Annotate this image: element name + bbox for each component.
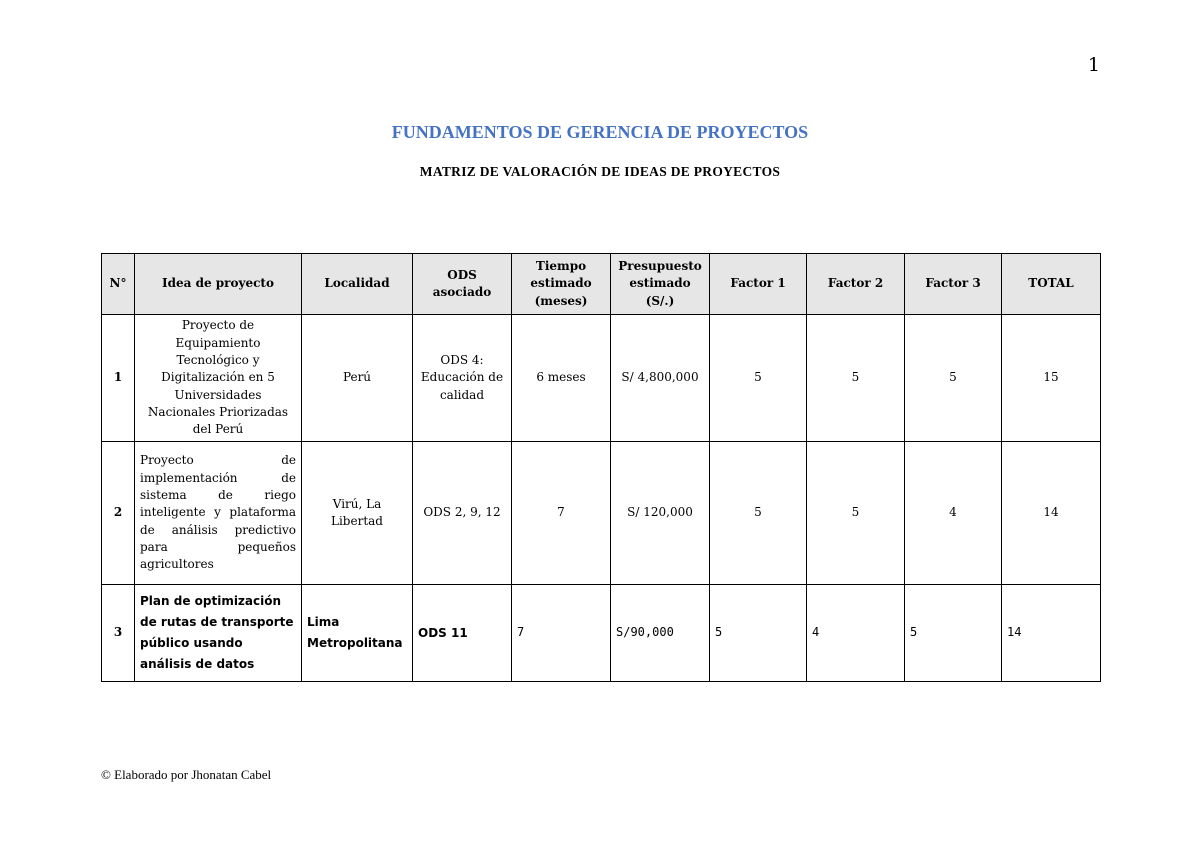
factor-3-cell: 5 — [905, 585, 1002, 682]
location-cell: Virú, La Libertad — [302, 442, 413, 585]
factor-2-cell: 5 — [807, 315, 905, 442]
table-row — [102, 442, 1101, 585]
footer-credit: © Elaborado por Jhonatan Cabel — [101, 767, 272, 782]
factor-2-cell: 4 — [807, 585, 905, 682]
location-cell: Perú — [302, 315, 413, 442]
row-number: 2 — [102, 442, 135, 585]
ods-cell: ODS 11 — [413, 585, 512, 682]
header-project-idea: Idea de proyecto — [135, 254, 302, 315]
table-header-row — [102, 254, 1101, 315]
project-idea-cell: Proyecto de implementación de sistema de riego inteligente y plataforma de análisis predictivo para pequeños agricultores — [135, 442, 302, 585]
budget-cell: S/90,000 — [611, 585, 710, 682]
header-number: N° — [102, 254, 135, 315]
document-subtitle: MATRIZ DE VALORACIÓN DE IDEAS DE PROYECTOS — [419, 164, 781, 179]
project-idea-cell: Plan de optimización de rutas de transporte público usando análisis de datos — [135, 585, 302, 682]
factor-3-cell: 5 — [905, 315, 1002, 442]
header-total: TOTAL — [1002, 254, 1101, 315]
header-location: Localidad — [302, 254, 413, 315]
table-row — [102, 585, 1101, 682]
header-factor-3: Factor 3 — [905, 254, 1002, 315]
project-idea-cell: Proyecto de Equipamiento Tecnológico y Digitalización en 5 Universidades Nacionales Priorizadas del Perú — [135, 315, 302, 442]
ods-cell: ODS 2, 9, 12 — [413, 442, 512, 585]
location-cell: Lima Metropolitana — [302, 585, 413, 682]
total-cell: 14 — [1002, 585, 1101, 682]
factor-1-cell: 5 — [710, 442, 807, 585]
budget-cell: S/ 4,800,000 — [611, 315, 710, 442]
time-cell: 7 — [512, 585, 611, 682]
total-cell: 14 — [1002, 442, 1101, 585]
table-row — [102, 315, 1101, 442]
row-number: 1 — [102, 315, 135, 442]
factor-1-cell: 5 — [710, 585, 807, 682]
budget-cell: S/ 120,000 — [611, 442, 710, 585]
header-factor-1: Factor 1 — [710, 254, 807, 315]
document-title: FUNDAMENTOS DE GERENCIA DE PROYECTOS — [391, 122, 809, 142]
factor-1-cell: 5 — [710, 315, 807, 442]
row-number: 3 — [102, 585, 135, 682]
total-cell: 15 — [1002, 315, 1101, 442]
page-number: 1 — [1087, 54, 1100, 76]
factor-2-cell: 5 — [807, 442, 905, 585]
factor-3-cell: 4 — [905, 442, 1002, 585]
time-cell: 7 — [512, 442, 611, 585]
ods-cell: ODS 4: Educación de calidad — [413, 315, 512, 442]
header-factor-2: Factor 2 — [807, 254, 905, 315]
time-cell: 6 meses — [512, 315, 611, 442]
project-valuation-table — [101, 253, 1101, 682]
header-time: Tiempo estimado (meses) — [512, 254, 611, 315]
header-budget: Presupuesto estimado (S/.) — [611, 254, 710, 315]
header-ods: ODS asociado — [413, 254, 512, 315]
